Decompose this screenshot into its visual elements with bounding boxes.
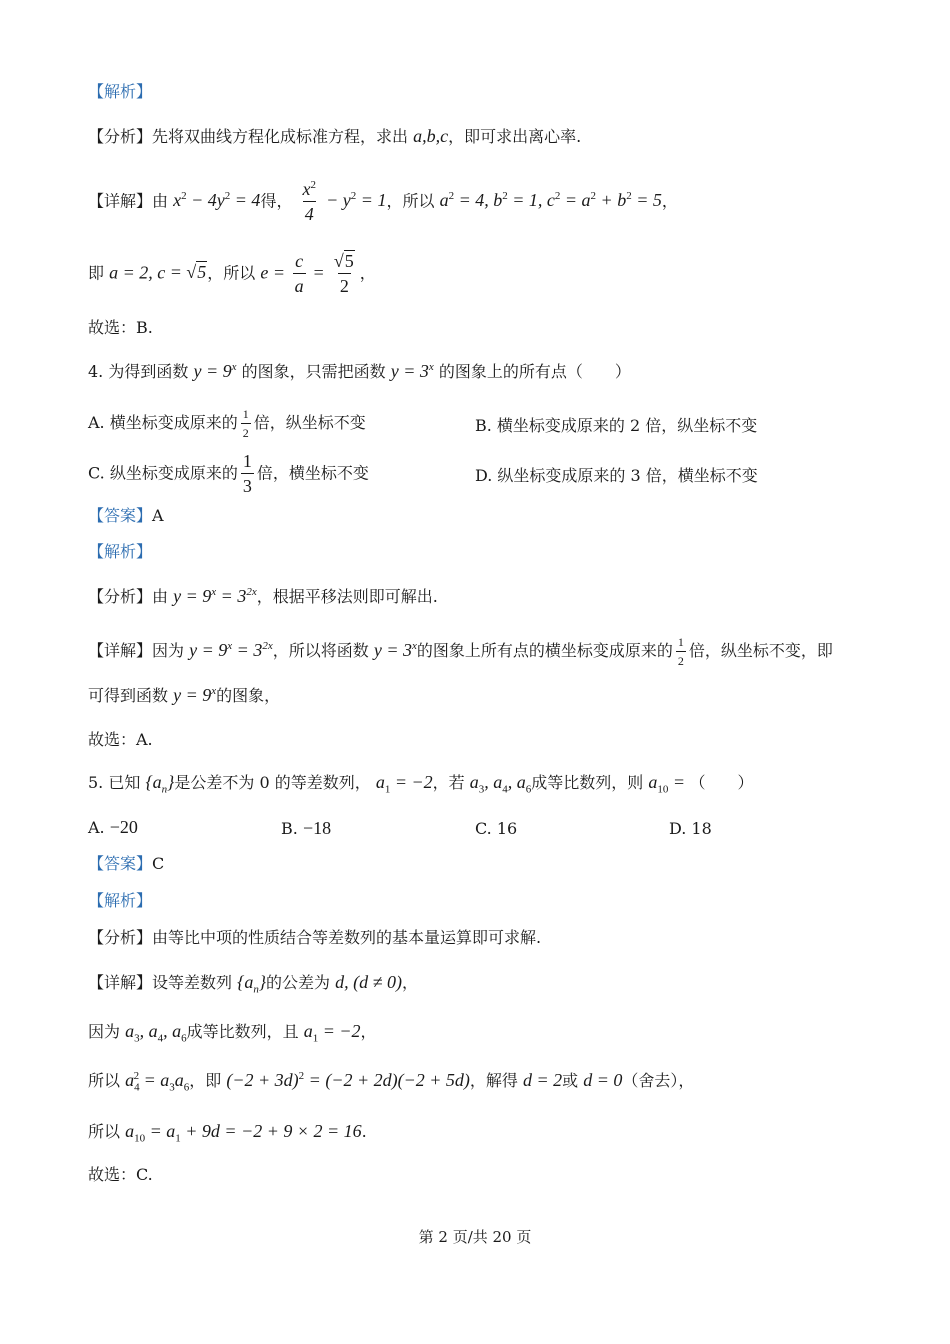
q5-stem: 5. 已知 $\{a_n\}$是公差不为 0 的等差数列， $a_1 = -2$，若 $a_3$, $a_4$, $a_6$成等比数列，则 $a_{10}$ = （ ）	[88, 772, 754, 796]
q4-option-d: D. 纵坐标变成原来的 3 倍，横坐标不变	[475, 466, 758, 485]
p3-analysis: 【分析】先将双曲线方程化成标准方程，求出 a,b,c，即可求出离心率.	[88, 126, 582, 146]
q5-detail-line1: 【详解】设等差数列 $\{a_n\}$的公差为 d, (d ≠ 0)，	[88, 972, 419, 996]
q4-detail-line1: 【详解】因为 $y = 9^x = 3^{2x}$，所以将函数 $y = 3^x$的图象上所有点的横坐标变成原来的 $\frac{1}{2}$ 倍，纵坐标不变，即	[88, 635, 833, 668]
q5-detail-line3: 所以 $a_4^2 = a_3a_6$，即 $(-2 + 3d)^2 = (-2 + 2d)(-2 + 5d)$，解得 d = 2或 d = 0（舍去），	[88, 1070, 695, 1094]
q5-option-c: C. 16	[475, 819, 518, 838]
q4-detail-line2: 可得到函数 $y = 9^x$的图象，	[88, 685, 281, 705]
q5-detail-line2: 因为 $a_3$, $a_4$, $a_6$成等比数列，且 $a_1 = -2$，	[88, 1021, 377, 1045]
q5-jiexi-label: 【解析】	[88, 891, 153, 910]
q5-option-d: D. 18	[669, 819, 712, 838]
q4-jiexi-label: 【解析】	[88, 542, 153, 561]
p3-detail-line1: 【详解】由 $x^2 - 4y^2 = 4$得， $\frac{x^2}{4}$ − $y^2 = 1$，所以 $a^2 = 4$, $b^2 = 1$, $c^2 = a^2 + b^2 = 5$，	[88, 179, 678, 224]
q4-choice: 故选：A.	[88, 730, 153, 749]
jiexi-label: 【解析】	[88, 82, 153, 101]
q4-option-c: C. 纵坐标变成原来的 $\frac{1}{3}$ 倍，横坐标不变	[88, 451, 369, 496]
q4-option-a: A. 横坐标变成原来的 $\frac{1}{2}$ 倍，纵坐标不变	[88, 407, 366, 440]
q4-analysis: 【分析】由 $y = 9^x = 3^{2x}$，根据平移法则即可解出.	[88, 586, 438, 606]
page-footer: 第 2 页/共 20 页	[418, 1228, 532, 1246]
q4-stem: 4. 为得到函数 $y = 9^x$ 的图象，只需把函数 $y = 3^x$ 的图象上的所有点（ ）	[88, 361, 631, 381]
q4-answer: 【答案】A	[88, 506, 164, 525]
q5-detail-line4: 所以 $a_{10} = a_1 + 9d = -2 + 9 \times 2 = 16$.	[88, 1121, 367, 1145]
q5-option-b: B. −18	[281, 818, 332, 838]
p3-detail-line2: 即 a = 2, c = √5，所以 e = $\frac{c}{a}$ = $\frac{√5}{2}$ ，	[88, 251, 376, 296]
q5-answer: 【答案】C	[88, 854, 165, 873]
p3-choice: 故选：B.	[88, 318, 153, 337]
q5-analysis: 【分析】由等比中项的性质结合等差数列的基本量运算即可求解.	[88, 928, 542, 947]
q4-option-b: B. 横坐标变成原来的 2 倍，纵坐标不变	[475, 416, 758, 435]
q5-choice: 故选：C.	[88, 1165, 153, 1184]
q5-option-a: A. −20	[88, 817, 138, 837]
